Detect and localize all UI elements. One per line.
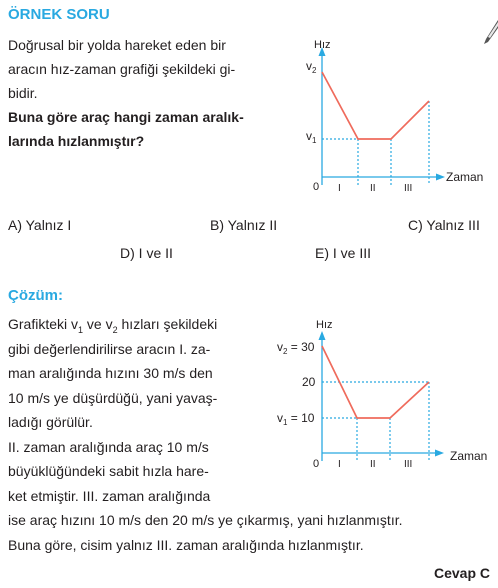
example-heading: ÖRNEK SORU xyxy=(8,6,110,23)
solution-line: Buna göre, cisim yalnız III. zaman aralığında hızlanmıştır. xyxy=(8,536,364,553)
x-axis-title: Zaman xyxy=(446,170,484,184)
x-axis-title: Zaman xyxy=(450,449,488,463)
v2-label: $v_2 = 30$ xyxy=(277,340,315,356)
question-text xyxy=(8,33,244,153)
v1-label: $v_1 = 10$ xyxy=(277,411,315,427)
solution-line: man aralığında hızını 30 m/s den xyxy=(8,365,213,381)
origin-label: 0 xyxy=(313,458,320,470)
interval-label-1: I xyxy=(338,183,341,194)
x-axis-arrow xyxy=(435,450,444,457)
solution-line: ket etmiştir. III. zaman aralığında xyxy=(8,487,211,504)
x-axis-arrow xyxy=(436,174,445,181)
velocity-time-graph-question xyxy=(288,30,493,200)
solution-line: gibi değerlendirilirse aracın I. za- xyxy=(8,340,211,357)
origin-label: 0 xyxy=(313,181,320,193)
solution-line: ise araç hızını 10 m/s den 20 m/s ye çıkarmış, yani hızlanmıştır. xyxy=(8,512,403,528)
v2-label: $v_2$ xyxy=(306,59,317,75)
solution-line: büyüklüğündeki sabit hızla hare- xyxy=(8,463,209,479)
option-b[interactable]: B) Yalnız II xyxy=(210,217,278,233)
v1-label: $v_1$ xyxy=(306,129,317,145)
solution-line: 10 m/s ye düşürdüğü, yani yavaş- xyxy=(8,389,218,406)
solution-line: Grafikteki $v_1$ ve $v_2$ hızları şekildeki xyxy=(8,316,218,335)
interval-label-3: III xyxy=(404,183,413,194)
velocity-time-graph-solution xyxy=(272,316,492,476)
answer-label: Cevap C xyxy=(433,565,490,581)
question-bold-line: larında hızlanmıştır? xyxy=(8,133,145,149)
y-axis-arrow xyxy=(319,331,326,340)
mid-value-label: 20 xyxy=(302,375,316,389)
interval-label-2: II xyxy=(370,183,376,194)
option-a[interactable]: A) Yalnız I xyxy=(8,217,72,233)
interval-label-3: III xyxy=(404,459,413,470)
option-c[interactable]: C) Yalnız III xyxy=(408,217,480,233)
y-axis-title: Hız xyxy=(316,319,333,331)
solution-heading: Çözüm: xyxy=(8,287,63,304)
option-e[interactable]: E) I ve III xyxy=(315,245,372,261)
question-bold-line: Buna göre araç hangi zaman aralık- xyxy=(8,109,244,125)
pen-icon xyxy=(484,18,498,46)
interval-label-2: II xyxy=(370,459,376,470)
option-d[interactable]: D) I ve II xyxy=(120,245,173,261)
solution-line: II. zaman aralığında araç 10 m/s xyxy=(8,438,209,455)
question-line: bidir. xyxy=(8,85,38,101)
solution-line: ladığı görülür. xyxy=(8,414,93,430)
velocity-line xyxy=(322,72,429,139)
interval-label-1: I xyxy=(338,459,341,470)
y-axis-title: Hız xyxy=(314,39,331,51)
question-line: Doğrusal bir yolda hareket eden bir xyxy=(8,37,226,53)
question-line: aracın hız-zaman grafiği şekildeki gi- xyxy=(8,61,236,77)
